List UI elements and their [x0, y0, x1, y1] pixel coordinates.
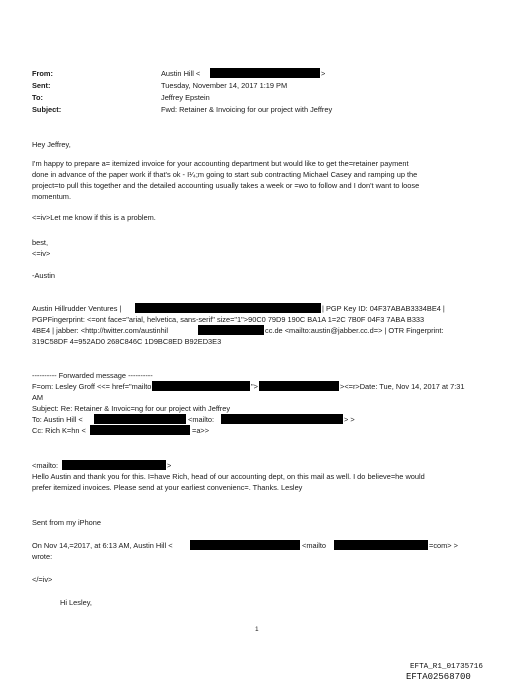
forwarded-date: ><=r>Date: Tue, Nov 14, 2017 at 7:31 — [340, 382, 465, 391]
quoted-close-iv: </=iv> — [32, 575, 53, 584]
closing-iv: <=iv> — [32, 249, 51, 258]
greeting: Hey Jeffrey, — [32, 140, 71, 149]
quoted-on: On Nov 14,=2017, at 6:13 AM, Austin Hill < — [32, 541, 173, 550]
signature-line: 319C58DF 4=952AD0 268C846C 1D9BC8ED B92ED3E3 — [32, 337, 222, 346]
forwarded-to: > > — [344, 415, 355, 424]
footer-code-r1: EFTA_R1_01735716 — [410, 663, 483, 671]
forwarded-cc: Cc: Rich K=hn < — [32, 426, 86, 435]
redaction-block — [259, 381, 339, 391]
lesley-line: prefer itemized invoices. Please send at your earliest convenienc=. Thanks. Lesley — [32, 483, 303, 492]
redaction-block — [94, 414, 186, 424]
from-value: Austin Hill < — [161, 69, 201, 78]
signature-line: cc.de <mailto:austin@jabber.cc.d=> | OTR Fingerprint: — [265, 326, 444, 335]
page-number: 1 — [255, 626, 259, 633]
footer-code-efta: EFTA02568700 — [406, 672, 471, 682]
redaction-block — [190, 540, 300, 550]
signature-line: Austin Hillrudder Ventures | — [32, 304, 122, 313]
forwarded-subject: Subject: Re: Retainer & Invoic=ng for our project with Jeffrey — [32, 404, 231, 413]
forwarded-to: <mailto: — [188, 415, 215, 424]
signature-line: 4BE4 | jabber: <http://twitter.com/austinhil — [32, 326, 169, 335]
body-line: project=to pull this together and the detailed accounting usually takes a week or =wo to follow and I don't want to loose — [32, 181, 420, 190]
body-line: I'm happy to prepare a= itemized invoice for your accounting department but would like to get the=retainer payment — [32, 159, 409, 168]
lesley-line: Hello Austin and thank you for this. I=have Rich, head of our accounting dept, on this mail as well. I do believe=he would — [32, 472, 425, 481]
redaction-block — [152, 381, 250, 391]
signoff: -Austin — [32, 271, 56, 280]
quoted-on: =com> > — [429, 541, 458, 550]
forwarded-from: F=om: Lesley Groff <<= href="mailto — [32, 382, 152, 391]
redaction-block — [221, 414, 343, 424]
quoted-on: <mailto — [302, 541, 327, 550]
lesley-mailto-close: > — [167, 461, 172, 470]
redaction-block — [62, 460, 166, 470]
redaction-block — [90, 425, 190, 435]
redaction-block — [135, 303, 321, 313]
signature-line: PGPFingerprint: <=ont face="arial, helvetica, sans-serif" size="1">90C0 79D9 190C BA1A 1=2C 7B0F 04F3 7ABA B333 — [32, 315, 425, 324]
subject-label: Subject: — [32, 105, 62, 114]
from-close: > — [321, 69, 326, 78]
quoted-hi: Hi Lesley, — [60, 598, 92, 607]
forwarded-divider: ---------- Forwarded message ---------- — [32, 371, 153, 380]
redaction-block — [210, 68, 320, 78]
lesley-mailto: <mailto: — [32, 461, 59, 470]
from-label: From: — [32, 69, 53, 78]
redaction-block — [334, 540, 428, 550]
body-line: momentum. — [32, 192, 72, 201]
body-line: done in advance of the paper work if that's ok - I¹⁄₄;m going to start sub contracting Michael Casey and ramping up the — [32, 170, 418, 179]
forwarded-cc: =a>> — [192, 426, 210, 435]
forwarded-from: "> — [251, 382, 258, 391]
quoted-wrote: wrote: — [32, 552, 53, 561]
sent-from-iphone: Sent from my iPhone — [32, 518, 102, 527]
closing-best: best, — [32, 238, 49, 247]
body-line: <=iv>Let me know if this is a problem. — [32, 213, 156, 222]
forwarded-am: AM — [32, 393, 44, 402]
sent-label: Sent: — [32, 81, 51, 90]
to-value: Jeffrey Epstein — [161, 93, 210, 102]
redaction-block — [198, 325, 264, 335]
signature-line: | PGP Key ID: 04F37ABAB3334BE4 | — [322, 304, 445, 313]
to-label: To: — [32, 93, 43, 102]
forwarded-to: To: Austin Hill < — [32, 415, 83, 424]
subject-value: Fwd: Retainer & Invoicing for our project with Jeffrey — [161, 105, 333, 114]
sent-value: Tuesday, November 14, 2017 1:19 PM — [161, 81, 288, 90]
